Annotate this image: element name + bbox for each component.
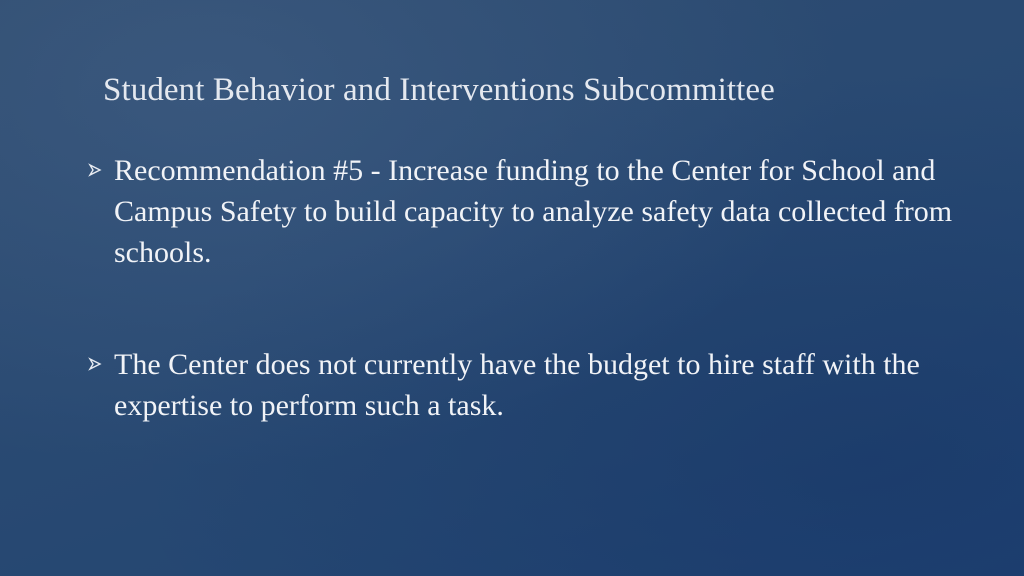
bullet-text: The Center does not currently have the budget to hire staff with the expertise to perform such a task. bbox=[114, 348, 920, 422]
slide-title: Student Behavior and Interventions Subcommittee bbox=[103, 72, 775, 108]
bullet-text: Recommendation #5 - Increase funding to the Center for School and Campus Safety to build capacity to analyze safety data collected from schools. bbox=[114, 154, 953, 269]
arrow-bullet-icon bbox=[88, 163, 102, 177]
arrow-bullet-icon bbox=[88, 357, 102, 371]
bullet-list bbox=[88, 150, 958, 426]
bullet-item-recommendation bbox=[88, 150, 958, 273]
bullet-item-budget bbox=[88, 344, 958, 426]
